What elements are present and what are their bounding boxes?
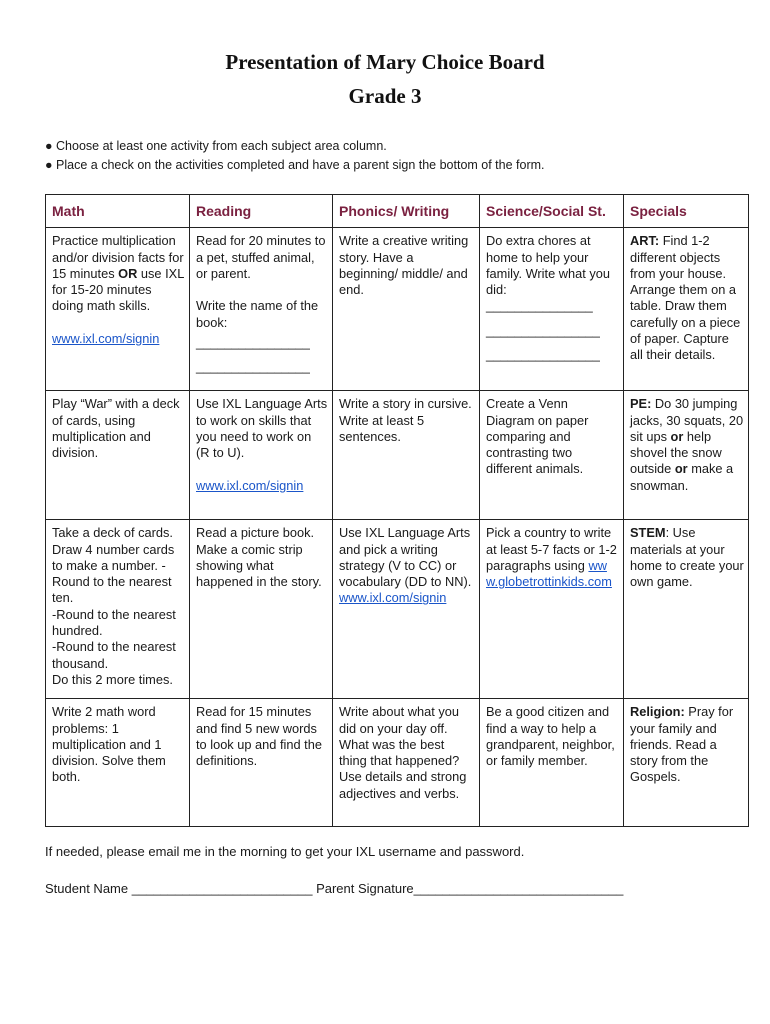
- instruction-item: ● Place a check on the activities completed and have a parent sign the bottom of the form.: [45, 158, 545, 172]
- cell-phonics: Write a story in cursive. Write at least 5 sentences.: [333, 391, 480, 520]
- cell-reading: Read for 20 minutes to a pet, stuffed animal, or parent. Write the name of the book: ________________ ________________: [190, 228, 333, 391]
- table-row: [46, 699, 749, 827]
- ixl-signin-link[interactable]: www.ixl.com/signin: [339, 590, 447, 606]
- cell-phonics: Write about what you did on your day off. What was the best thing that happened? Use details and strong adjectives and verbs.: [333, 699, 480, 827]
- cell-reading: Use IXL Language Arts to work on skills that you need to work on (R to U). www.ixl.com/signin: [190, 391, 333, 520]
- cell-math: Take a deck of cards. Draw 4 number cards to make a number. -Round to the nearest ten. -Round to the nearest hundred. -Round to the nearest thousand. Do this 2 more times.: [46, 520, 190, 699]
- page-title: Presentation of Mary Choice Board: [225, 50, 545, 74]
- table-row: [46, 228, 749, 391]
- grade-subtitle: Grade 3: [348, 84, 422, 108]
- book-name-line: ________________: [196, 359, 310, 375]
- cell-reading: Read for 15 minutes and find 5 new words to look up and find the definitions.: [190, 699, 333, 827]
- cell-specials: ART: Find 1-2 different objects from your house. Arrange them on a table. Draw them carefully on a piece of paper. Capture all their details.: [624, 228, 749, 391]
- ixl-signin-link[interactable]: www.ixl.com/signin: [52, 331, 160, 347]
- cell-science: Be a good citizen and find a way to help a grandparent, neighbor, or family member.: [480, 699, 624, 827]
- cell-specials: STEM: Use materials at your home to create your own game.: [624, 520, 749, 699]
- signature-line-row: [45, 881, 623, 896]
- student-name-field[interactable]: _________________________: [131, 881, 313, 896]
- cell-science: Do extra chores at home to help your family. Write what you did: _______________ ________________ ________________: [480, 228, 624, 391]
- header-specials: Specials: [624, 195, 749, 228]
- header-science-social-studies: Science/Social St.: [480, 195, 624, 228]
- cell-phonics: Write a creative writing story. Have a beginning/ middle/ and end.: [333, 228, 480, 391]
- cell-specials: Religion: Pray for your family and friends. Read a story from the Gospels.: [624, 699, 749, 827]
- header-reading: Reading: [190, 195, 333, 228]
- chores-line: ________________: [486, 347, 600, 363]
- cell-specials: PE: Do 30 jumping jacks, 30 squats, 20 sit ups or help shovel the snow outside or make a snowman.: [624, 391, 749, 520]
- cell-math: Play “War” with a deck of cards, using multiplication and division.: [46, 391, 190, 520]
- choice-board-table: [45, 194, 749, 827]
- header-math: Math: [46, 195, 190, 228]
- chores-line: ________________: [486, 322, 600, 338]
- instruction-item: ● Choose at least one activity from each subject area column.: [45, 139, 387, 153]
- globetrottinkids-link[interactable]: www.globetrottinkids.com: [486, 557, 612, 590]
- chores-line: _______________: [486, 298, 593, 314]
- parent-signature-field[interactable]: _____________________________: [413, 881, 624, 896]
- cell-math: Write 2 math word problems: 1 multiplication and 1 division. Solve them both.: [46, 699, 190, 827]
- table-row: [46, 520, 749, 699]
- cell-science: Create a Venn Diagram on paper comparing and contrasting two different animals.: [480, 391, 624, 520]
- cell-phonics: Use IXL Language Arts and pick a writing strategy (V to CC) or vocabulary (DD to NN). www.ixl.com/signin: [333, 520, 480, 699]
- table-header-row: [46, 195, 749, 228]
- instructions-list: [45, 137, 545, 175]
- table-row: [46, 391, 749, 520]
- cell-math: Practice multiplication and/or division facts for 15 minutes OR use IXL for 15-20 minutes doing math skills. www.ixl.com/signin: [46, 228, 190, 391]
- student-name-label: Student Name: [45, 881, 132, 896]
- book-name-line: ________________: [196, 335, 310, 351]
- parent-signature-label: Parent Signature: [312, 881, 414, 896]
- cell-reading: Read a picture book. Make a comic strip showing what happened in the story.: [190, 520, 333, 699]
- header-phonics-writing: Phonics/ Writing: [333, 195, 480, 228]
- cell-science: Pick a country to write at least 5-7 facts or 1-2 paragraphs using www.globetrottinkids.com: [480, 520, 624, 699]
- ixl-signin-link[interactable]: www.ixl.com/signin: [196, 477, 304, 493]
- ixl-email-note: If needed, please email me in the morning to get your IXL username and password.: [45, 844, 525, 859]
